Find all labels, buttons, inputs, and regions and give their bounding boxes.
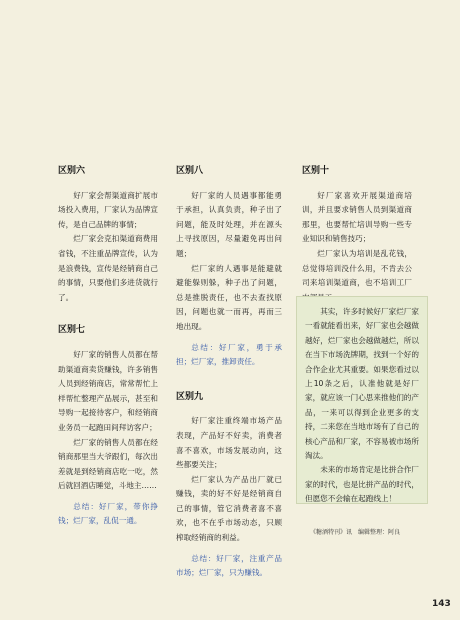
section-10-title: 区别十 [302,166,330,176]
section-9-paragraph-1: 好厂家注重终端市场产品表现，产品好不好卖，消费者喜不喜欢，市场发展动向，这些都要关注； [176,416,282,470]
section-8-paragraph-1: 好厂家的人员遇事都能勇于承担，认真负责，种子出了问题，能及时处理，并在源头上寻找原因，尽量避免再出问题； [176,190,282,258]
column-left [58,164,158,529]
page-number: 143 [432,599,451,609]
column-middle [176,164,282,581]
section-9-summary: 总结：好厂家，注重产品市场；烂厂家，只为赚钱。 [176,553,282,578]
section-9-paragraph-2: 烂厂家认为产品出厂就已赚钱，卖的好不好是经销商自己的事情，管它消费者喜不喜欢，也不在乎市场动态，只顾榨取经销商的利益。 [176,474,282,543]
source-credit: 《糖酒特刊》讯 编辑整理：阿良 [310,529,401,536]
section-8-summary: 总结：好厂家，勇于承担；烂厂家，推卸责任。 [176,342,282,367]
conclusion-box [296,296,428,504]
section-6-title: 区别六 [58,166,86,176]
section-6-paragraph-2: 烂厂家会克扣渠道商费用省钱，不注重品牌宣传，认为是浪费钱，宣传是经销商自己的事情，只要他们多进货就行了。 [58,234,158,302]
section-10-paragraph-2: 烂厂家认为培训是乱花钱，总觉得培训没什么用，不肯去公司来培训渠道商，也不培训工厂 [302,248,412,288]
section-8-title: 区别八 [176,166,204,176]
section-7-paragraph-2: 烂厂家的销售人员都在经销商那里当大爷跟们，每次出差就是到经销商店吃一吃，然后就回酒店睡觉，斗地主…… [58,437,158,491]
section-8-paragraph-2: 烂厂家的人遇事是能避就避能躲则躲，种子出了问题，总是推脱责任，也不去查找原因，问题也就一而再，再而三地出现。 [176,263,282,331]
conclusion-paragraph-1: 其实，许多时候好厂家烂厂家一看就能看出来，好厂家也会越做越好，烂厂家也会越做越烂，所以在当下市场洗牌期，找到一个好的合作企业尤其重要。如果您看过以上10条之后，认准他就是好厂家，就应该一门心思来推他们的产品，一来可以得到企业更多的支持，二来您在当地市场有了自己的核心产品和厂家，不容易被市场所淘汰。 [305,307,419,461]
conclusion-paragraph-2: 未来的市场肯定是比拼合作厂家的时代，也是比拼产品的时代，但愿您不会输在起跑线上！ [305,465,419,504]
section-7-summary: 总结：好厂家，带你挣钱；烂厂家，乱侃一通。 [58,501,158,526]
section-6-paragraph-1: 好厂家会帮渠道商扩展市场投入费用，厂家认为品牌宣传，是自己品牌的事情； [58,190,158,229]
section-7-title: 区别七 [58,325,86,336]
column-right [302,164,412,305]
section-10-paragraph-1: 好厂家喜欢开展渠道商培训，并且要求销售人员到渠道商那里，也要帮忙培训导购一些专业知识和销售技巧； [302,190,412,244]
section-9-title: 区别九 [176,391,204,402]
section-7-paragraph-1: 好厂家的销售人员都在帮助渠道商卖货赚钱，许多销售人员到经销商店，常常帮忙上样帮忙整理产品展示，甚至和导购一起接待客户，和经销商业务员一起跑田间拜访客户； [58,349,158,432]
